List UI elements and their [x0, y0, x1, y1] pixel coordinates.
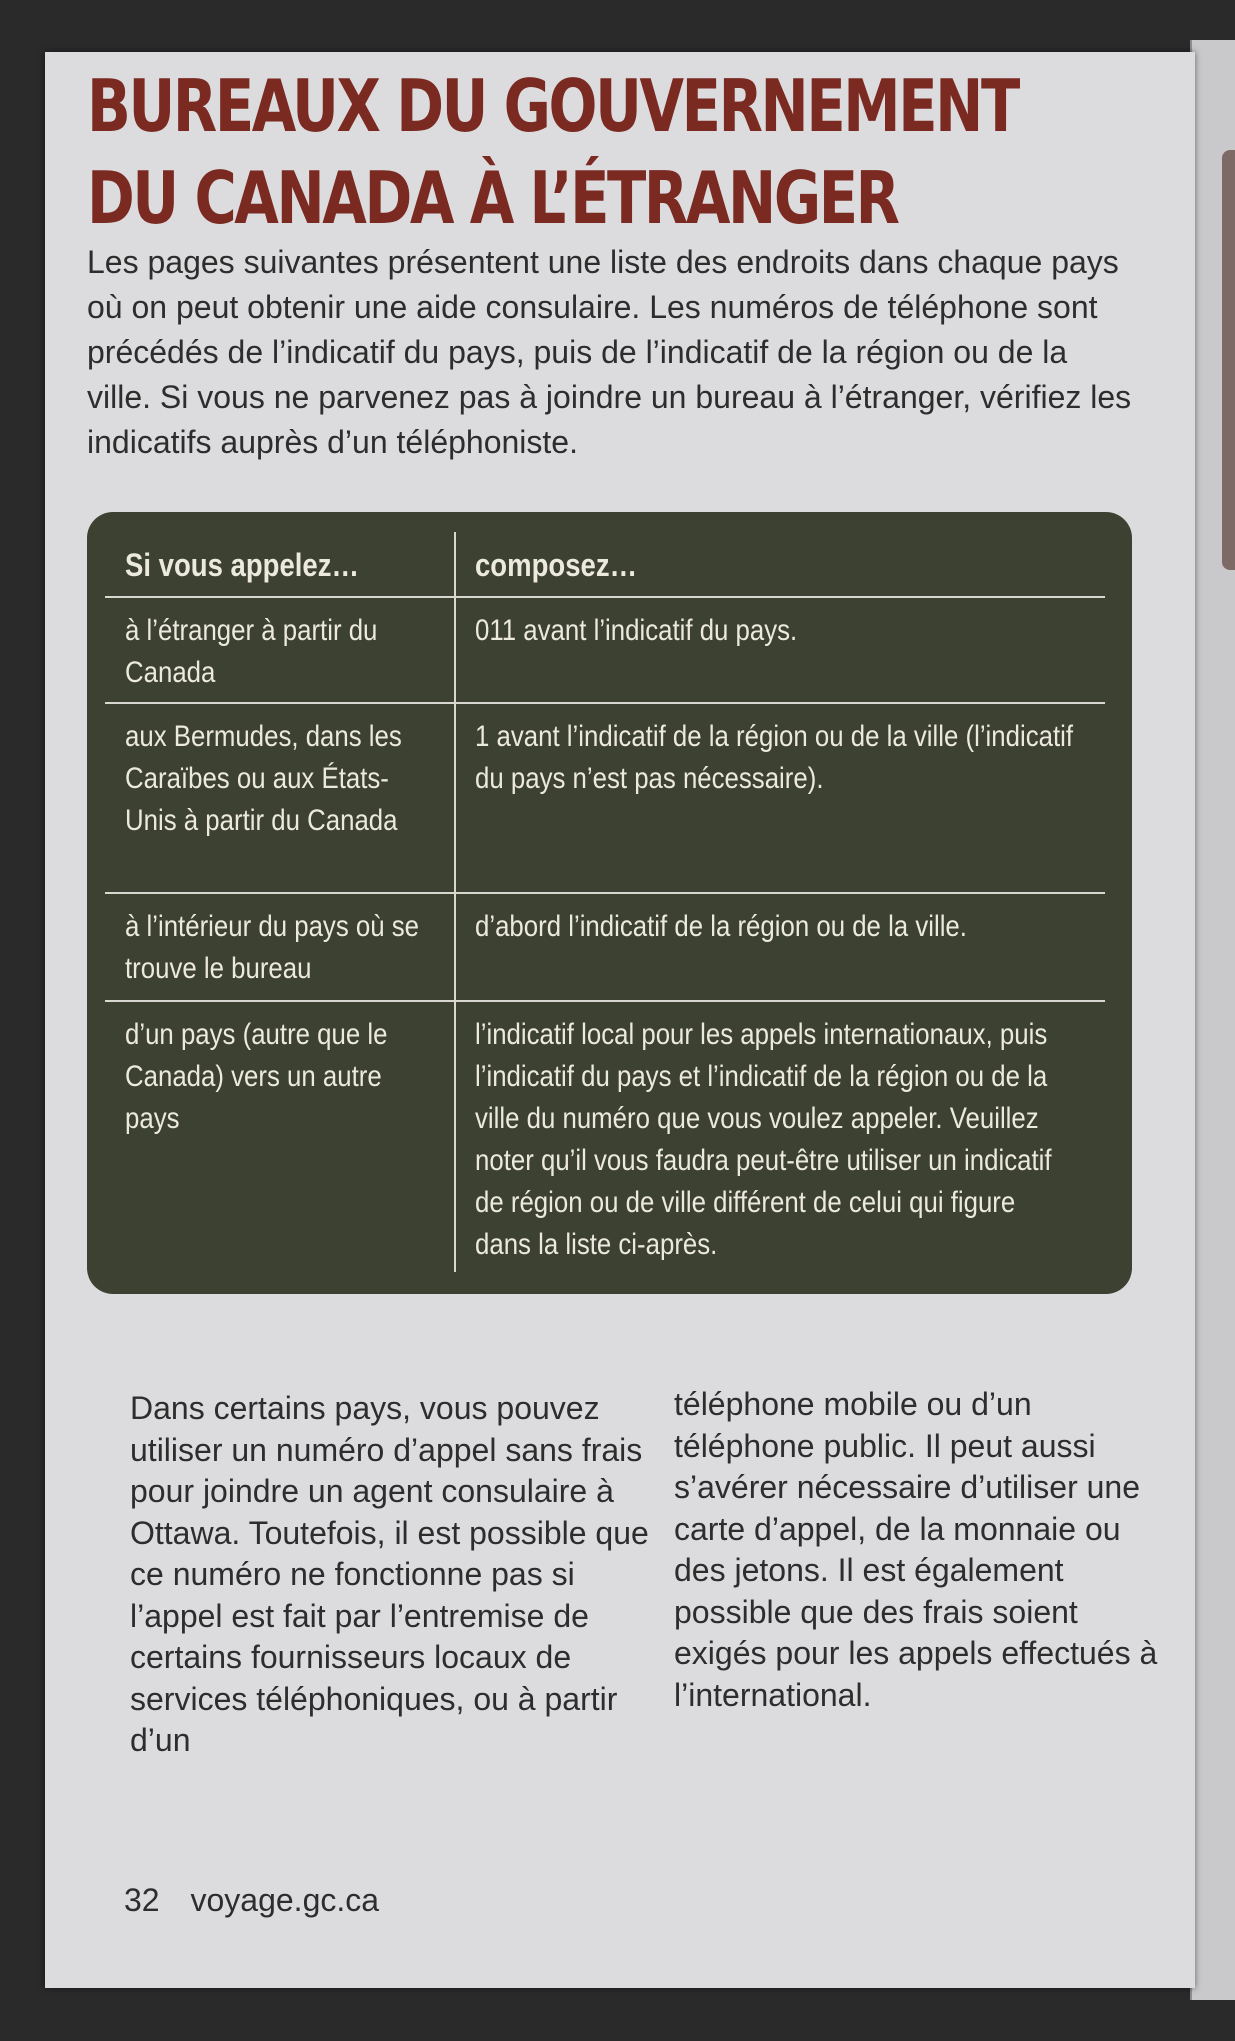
- website-link[interactable]: voyage.gc.ca: [190, 1882, 380, 1918]
- page-title: [87, 60, 1018, 244]
- cell-caller: à l’intérieur du pays où se trouve le bureau: [125, 910, 420, 985]
- header-dial: composez…: [475, 547, 638, 583]
- cell-dial: l’indicatif local pour les appels internationaux, puis l’indicatif du pays et l’indicatif de la région ou de la ville du numéro que vous voulez appeler. Veuillez noter qu’il vous faudra peut-être utiliser un indicatif de région ou de ville différent de celui qui figure dans la liste ci-après.: [475, 1018, 1052, 1261]
- cell-dial: d’abord l’indicatif de la région ou de la ville.: [475, 910, 967, 943]
- cell-caller: à l’étranger à partir du Canada: [125, 614, 378, 689]
- table-row: [105, 704, 1105, 894]
- adjacent-page-edge: [1190, 40, 1235, 2000]
- table-row: [105, 1002, 1105, 1272]
- title-line-1: BUREAUX DU GOUVERNEMENT: [87, 64, 1018, 148]
- page-number: 32: [124, 1882, 160, 1918]
- cell-dial: 011 avant l’indicatif du pays.: [475, 614, 798, 647]
- adjacent-page-tab: [1222, 150, 1235, 570]
- table-row: [105, 598, 1105, 704]
- cell-caller: d’un pays (autre que le Canada) vers un autre pays: [125, 1018, 388, 1135]
- table-header-row: [105, 532, 1105, 598]
- body-column-2: téléphone mobile ou d’un téléphone public. Il peut aussi s’avérer nécessaire d’utiliser une carte d’appel, de la monnaie ou des jetons. Il est également possible que des frais soient exigés pour les appels effectués à l’international.: [674, 1386, 1158, 1713]
- dialing-table: [87, 512, 1132, 1294]
- cell-caller: aux Bermudes, dans les Caraïbes ou aux États-Unis à partir du Canada: [125, 720, 402, 837]
- page-footer: [124, 1882, 379, 1919]
- intro-paragraph: Les pages suivantes présentent une liste des endroits dans chaque pays où on peut obtenir une aide consulaire. Les numéros de téléphone sont précédés de l’indicatif du pays, puis de l’indicatif de la région ou de la ville. Si vous ne parvenez pas à joindre un bureau à l’étranger, vérifiez les indicatifs auprès d’un téléphoniste.: [87, 244, 1132, 460]
- cell-dial: 1 avant l’indicatif de la région ou de la ville (l’indicatif du pays n’est pas nécessaire).: [475, 720, 1074, 795]
- body-column-1: Dans certains pays, vous pouvez utiliser un numéro d’appel sans frais pour joindre un agent consulaire à Ottawa. Toutefois, il est possible que ce numéro ne fonctionne pas si l’appel est fait par l’entremise de certains fournisseurs locaux de services téléphoniques, ou à partir d’un: [130, 1390, 649, 1758]
- table-row: [105, 894, 1105, 1002]
- header-caller: Si vous appelez…: [125, 547, 359, 583]
- title-line-2: DU CANADA À L’ÉTRANGER: [87, 156, 898, 240]
